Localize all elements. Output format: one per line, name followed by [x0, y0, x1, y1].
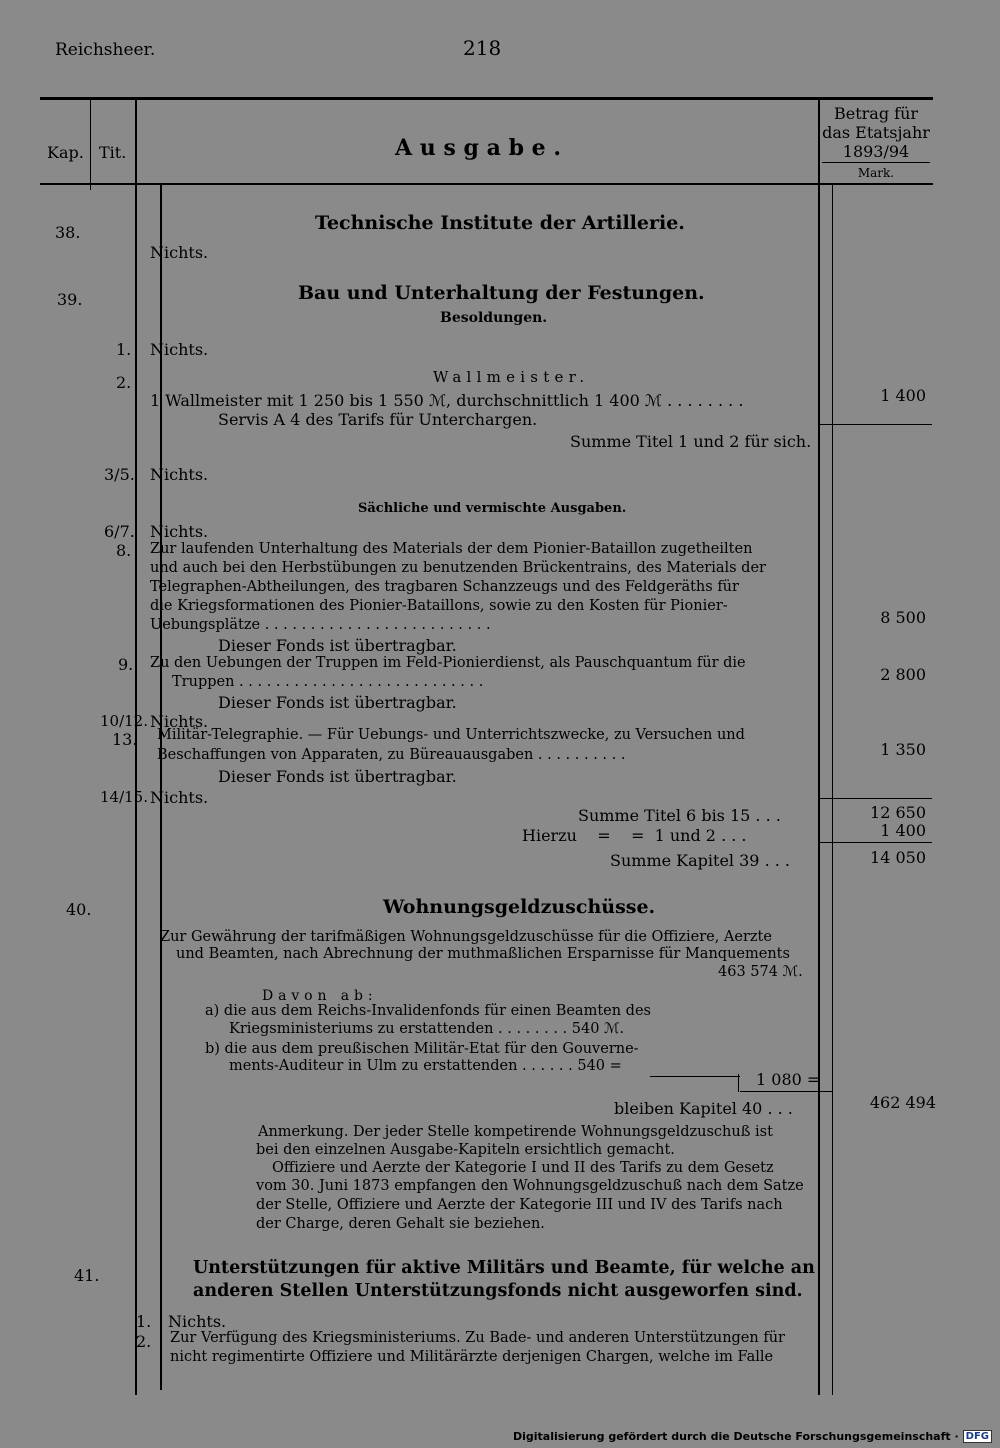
col-header-tit: Tit. — [99, 143, 127, 162]
titel-2-amount: 1 400 — [880, 386, 926, 405]
titel-14-15-text: Nichts. — [150, 788, 209, 807]
titel-3-5-text: Nichts. — [150, 465, 209, 484]
kap-41-title-line-2: anderen Stellen Unterstützungsfonds nicht ausgeworfen sind. — [193, 1281, 803, 1301]
kap-41-titel-2-number: 2. — [136, 1332, 152, 1351]
kap-40-item-b-line-2: ments-Auditeur in Ulm zu erstattenden . . . . . . 540 = — [229, 1058, 622, 1074]
titel-9-amount: 2 800 — [880, 665, 926, 684]
kap-39-sub-besoldungen: Besoldungen. — [440, 310, 548, 326]
titel-13-line-1: Militär-Telegraphie. — Für Uebungs- und Unterrichtszwecke, zu Versuchen und — [157, 727, 745, 743]
kap-40-line-1: Zur Gewährung der tarifmäßigen Wohnungsgeldzuschüsse für die Offiziere, Aerzte — [160, 929, 772, 945]
sum-kapitel-39-amount: 14 050 — [870, 848, 926, 867]
kap-38-title: Technische Institute der Artillerie. — [315, 212, 685, 234]
kap-38-number: 38. — [55, 223, 81, 242]
titel-10-12-text: Nichts. — [150, 712, 209, 731]
titel-2-amount-rule — [820, 424, 932, 425]
col-header-betrag-1: Betrag für — [833, 104, 919, 123]
titel-9-number: 9. — [118, 655, 134, 674]
titel-2-line-2: Servis A 4 des Tarifs für Unterchargen. — [218, 410, 538, 429]
header-bottom-rule — [40, 183, 933, 185]
titel-9-line-1: Zu den Uebungen der Truppen im Feld-Pionierdienst, als Pauschquantum für die — [150, 655, 746, 671]
titel-8-line-5: Uebungsplätze . . . . . . . . . . . . . . . . . . . . . . . . . — [150, 617, 491, 633]
kap-40-item-a-line-1: a) die aus dem Reichs-Invalidenfonds für einen Beamten des — [205, 1003, 651, 1019]
dfg-logo: DFG — [963, 1430, 992, 1443]
titel-1-number: 1. — [116, 340, 132, 359]
kap-40-line-2: und Beamten, nach Abrechnung der muthmaßlichen Ersparnisse für Manquements — [176, 946, 790, 962]
amount-divider — [818, 100, 820, 1395]
titel-2-number: 2. — [116, 373, 132, 392]
running-title: Reichsheer. — [55, 40, 156, 60]
titel-13-amount: 1 350 — [880, 740, 926, 759]
titel-13-note: Dieser Fonds ist übertragbar. — [218, 767, 457, 786]
kap-41-titel-2-line-1: Zur Verfügung des Kriegsministeriums. Zu Bade- und anderen Unterstützungen für — [170, 1330, 785, 1346]
kap-41-titel-1-text: Nichts. — [168, 1312, 227, 1331]
inner-right-rule — [832, 185, 833, 1395]
anmerkung-line-2: bei den einzelnen Ausgabe-Kapiteln ersichtlich gemacht. — [256, 1142, 675, 1158]
titel-9-note: Dieser Fonds ist übertragbar. — [218, 693, 457, 712]
kap-40-item-b-line-1: b) die aus dem preußischen Militär-Etat für den Gouverne- — [205, 1041, 639, 1057]
titel-9-line-2: Truppen . . . . . . . . . . . . . . . . . . . . . . . . . . . — [172, 674, 484, 690]
betrag-unit-rule — [822, 162, 930, 163]
titel-2-heading: Wallmeister. — [433, 368, 590, 386]
col-header-ausgabe: Ausgabe. — [395, 135, 569, 161]
kap-40-number: 40. — [66, 900, 92, 919]
titel-1-text: Nichts. — [150, 340, 209, 359]
titel-8-line-3: Telegraphen-Abtheilungen, des tragbaren Schanzzeugs und des Feldgeräths für — [150, 579, 739, 595]
titel-10-12-number: 10/12. — [100, 712, 148, 730]
col-header-betrag-3: 1893/94 — [842, 142, 910, 161]
kap-tit-divider — [90, 100, 91, 190]
col-header-betrag-2: das Etatsjahr — [822, 123, 930, 142]
titel-8-note: Dieser Fonds ist übertragbar. — [218, 636, 457, 655]
sum-titel-6-15-amount: 12 650 — [870, 803, 926, 822]
kap-40-line-3: 463 574 ℳ. — [718, 964, 803, 980]
anmerkung-line-3: Offiziere und Aerzte der Kategorie I und II des Tarifs zu dem Gesetz — [272, 1160, 774, 1176]
anmerkung-line-5: der Stelle, Offiziere und Aerzte der Kategorie III und IV des Tarifs nach — [256, 1197, 783, 1213]
col-header-kap: Kap. — [47, 143, 84, 162]
sum-titel-6-15: Summe Titel 6 bis 15 . . . — [578, 806, 781, 825]
kap-40-item-a-line-2: Kriegsministeriums zu erstattenden . . . . . . . . 540 ℳ. — [229, 1021, 625, 1037]
sum-6-15-rule — [820, 798, 932, 799]
kap-40-amount: 462 494 — [869, 1093, 936, 1112]
page-number: 218 — [463, 36, 502, 60]
kap-41-title-line-1: Unterstützungen für aktive Militärs und Beamte, für welche an — [193, 1258, 815, 1278]
kap-40-title: Wohnungsgeldzuschüsse. — [383, 896, 656, 918]
titel-2-line-1: 1 Wallmeister mit 1 250 bis 1 550 ℳ, durchschnittlich 1 400 ℳ . . . . . . . . — [150, 391, 744, 410]
titel-14-15-number: 14/15. — [100, 788, 148, 806]
kap-41-titel-1-number: 1. — [136, 1312, 152, 1331]
titel-13-number: 13. — [112, 730, 138, 749]
titel-3-5-number: 3/5. — [104, 465, 135, 484]
titel-8-line-4: die Kriegsformationen des Pionier-Bataillons, sowie zu den Kosten für Pionier- — [150, 598, 728, 614]
davon-subtotal-rule — [650, 1076, 740, 1077]
anmerkung-line-6: der Charge, deren Gehalt sie beziehen. — [256, 1216, 545, 1232]
davon-total-rule — [740, 1091, 832, 1092]
kap-39-sub-saechliche: Sächliche und vermischte Ausgaben. — [358, 501, 627, 516]
kap-39-number: 39. — [57, 290, 83, 309]
titel-8-number: 8. — [116, 541, 132, 560]
kap-40-bleiben: bleiben Kapitel 40 . . . — [614, 1099, 793, 1118]
titel-8-line-2: und auch bei den Herbstübungen zu benutzenden Brückentrains, des Materials der — [150, 560, 766, 576]
hierzu-line: Hierzu = = 1 und 2 . . . — [522, 826, 747, 845]
sum-kap-39-rule — [820, 842, 932, 843]
sum-titel-1-2: Summe Titel 1 und 2 für sich. — [570, 432, 812, 451]
anmerkung-line-1: Anmerkung. Der jeder Stelle kompetirende Wohnungsgeldzuschuß ist — [258, 1124, 773, 1140]
titel-13-line-2: Beschaffungen von Apparaten, zu Büreauausgaben . . . . . . . . . . — [157, 747, 626, 763]
sum-kapitel-39: Summe Kapitel 39 . . . — [610, 851, 790, 870]
kap-41-number: 41. — [74, 1266, 100, 1285]
kap-40-davon: Davon ab: — [262, 988, 378, 1004]
kap-38-nichts: Nichts. — [150, 243, 209, 262]
kap-41-titel-2-line-2: nicht regimentirte Offiziere und Militärärzte derjenigen Chargen, welche im Falle — [170, 1349, 774, 1365]
kap-39-title: Bau und Unterhaltung der Festungen. — [298, 282, 705, 304]
titel-6-7-text: Nichts. — [150, 522, 209, 541]
titel-8-amount: 8 500 — [880, 608, 926, 627]
footer-text: Digitalisierung gefördert durch die Deutsche Forschungsgemeinschaft · — [512, 1430, 959, 1443]
footer-credit — [513, 1430, 992, 1443]
davon-bracket-rule — [738, 1074, 739, 1092]
anmerkung-line-4: vom 30. Juni 1873 empfangen den Wohnungsgeldzuschuß nach dem Satze — [256, 1178, 804, 1194]
col-header-betrag-unit: Mark. — [857, 166, 895, 180]
top-rule — [40, 97, 933, 100]
titel-8-line-1: Zur laufenden Unterhaltung des Materials der dem Pionier-Bataillon zugetheilten — [150, 541, 753, 557]
titel-6-7-number: 6/7. — [104, 522, 135, 541]
hierzu-amount: 1 400 — [880, 821, 926, 840]
kap-40-total-ab: 1 080 = — [756, 1070, 821, 1089]
